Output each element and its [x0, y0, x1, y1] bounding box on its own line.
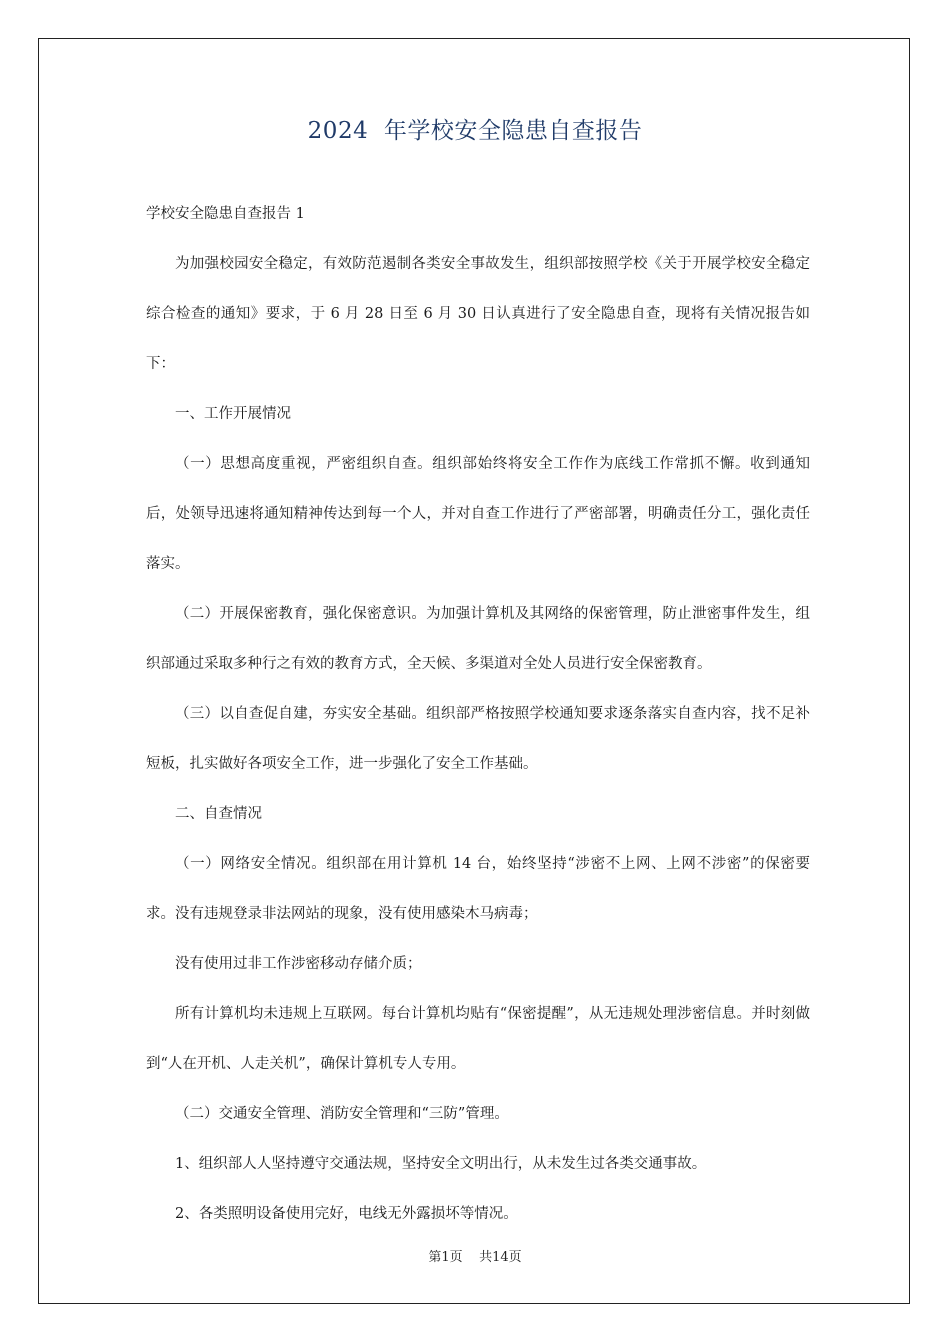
document-title: 2024 年学校安全隐患自查报告 [307, 118, 643, 144]
paragraph-item-1: （一）思想高度重视，严密组织自查。组织部始终将安全工作作为底线工作常抓不懈。收到通知后，处领导迅速将通知精神传达到每一个人，并对自查工作进行了严密部署，明确责任分工，强化责任落实。 [146, 456, 810, 572]
paragraph-lighting: 2、各类照明设备使用完好，电线无外露损坏等情况。 [175, 1206, 518, 1222]
heading-work-progress: 一、工作开展情况 [175, 406, 291, 422]
paragraph-computers: 所有计算机均未违规上互联网。每台计算机均贴有“保密提醒”，从无违规处理涉密信息。并时刻做到“人在开机、人走关机”，确保计算机专人专用。 [146, 1006, 810, 1072]
paragraph-item-2: （二）开展保密教育，强化保密意识。为加强计算机及其网络的保密管理，防止泄密事件发生，组织部通过采取多种行之有效的教育方式，全天候、多渠道对全处人员进行安全保密教育。 [146, 606, 810, 672]
paragraph-traffic-fire: （二）交通安全管理、消防安全管理和“三防”管理。 [175, 1106, 509, 1122]
paragraph-item-3: （三）以自查促自建，夯实安全基础。组织部严格按照学校通知要求逐条落实自查内容，找不足补短板，扎实做好各项安全工作，进一步强化了安全工作基础。 [146, 706, 810, 772]
heading-self-check: 二、自查情况 [175, 806, 262, 822]
paragraph-intro: 为加强校园安全稳定，有效防范遏制各类安全事故发生，组织部按照学校《关于开展学校安全稳定综合检查的通知》要求，于 6 月 28 日至 6 月 30 日认真进行了安全隐患自查，现将有关情况报告如下： [146, 256, 810, 372]
section-subtitle: 学校安全隐患自查报告 1 [146, 206, 305, 222]
paragraph-traffic-rules: 1、组织部人人坚持遵守交通法规，坚持安全文明出行，从未发生过各类交通事故。 [175, 1156, 707, 1172]
paragraph-network-security: （一）网络安全情况。组织部在用计算机 14 台，始终坚持“涉密不上网、上网不涉密”的保密要求。没有违规登录非法网站的现象，没有使用感染木马病毒； [146, 856, 810, 922]
page-number-footer: 第1页 共14页 [428, 1250, 522, 1265]
paragraph-storage-media: 没有使用过非工作涉密移动存储介质； [175, 956, 422, 972]
